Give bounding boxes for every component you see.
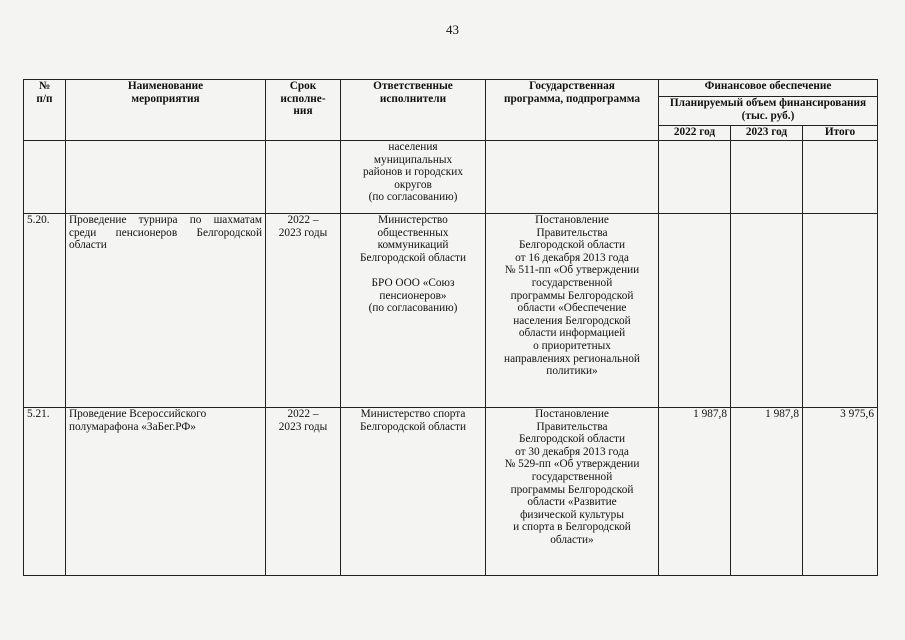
row-program [486, 141, 659, 214]
row-2022 [659, 214, 731, 408]
row-term: 2022 – 2023 годы [266, 408, 341, 576]
executor-union: БРО ООО «Союз пенсионеров» (по согласованию) [368, 276, 458, 315]
row-total [803, 141, 878, 214]
row-term: 2022 – 2023 годы [266, 214, 341, 408]
row-num [24, 141, 66, 214]
row-2023 [731, 214, 803, 408]
row-name: Проведение турнира по шахматам среди пенсионеров Белгородской области [66, 214, 266, 408]
row-program: Постановление Правительства Белгородской области от 16 декабря 2013 года № 511-пп «Об утверждении государственной программы Белгородской области «Обеспечение населения Белгородской области информацией о приоритетных направлениях региональной политики» [486, 214, 659, 408]
header-finance: Финансовое обеспечение [659, 80, 878, 97]
row-name [66, 141, 266, 214]
row-term [266, 141, 341, 214]
header-num: № п/п [24, 80, 66, 141]
measures-table [23, 79, 878, 576]
table-row [24, 214, 878, 408]
header-total: Итого [803, 126, 878, 141]
row-num: 5.21. [24, 408, 66, 576]
row-executors [341, 214, 486, 408]
header-2022: 2022 год [659, 126, 731, 141]
table-row [24, 408, 878, 576]
header-planned: Планируемый объем финансирования (тыс. руб.) [659, 97, 878, 126]
table-row [24, 141, 878, 214]
row-2022 [659, 141, 731, 214]
header-executors: Ответственные исполнители [341, 80, 486, 141]
row-executors: Министерство спорта Белгородской области [341, 408, 486, 576]
row-program: Постановление Правительства Белгородской области от 30 декабря 2013 года № 529-пп «Об утверждении государственной программы Белгородской области «Развитие физической культуры и спорта в Белгородской области» [486, 408, 659, 576]
header-2023: 2023 год [731, 126, 803, 141]
row-2023 [731, 141, 803, 214]
row-2023: 1 987,8 [731, 408, 803, 576]
row-num: 5.20. [24, 214, 66, 408]
row-total [803, 214, 878, 408]
row-executors: населения муниципальных районов и городских округов (по согласованию) [341, 141, 486, 214]
row-name: Проведение Всероссийского полумарафона «ЗаБег.РФ» [66, 408, 266, 576]
executor-ministry: Министерство общественных коммуникаций Белгородской области [359, 214, 467, 264]
header-program: Государственная программа, подпрограмма [486, 80, 659, 141]
row-total: 3 975,6 [803, 408, 878, 576]
row-2022: 1 987,8 [659, 408, 731, 576]
header-term: Срок исполне- ния [266, 80, 341, 141]
header-name: Наименование мероприятия [66, 80, 266, 141]
page-number: 43 [446, 22, 459, 37]
